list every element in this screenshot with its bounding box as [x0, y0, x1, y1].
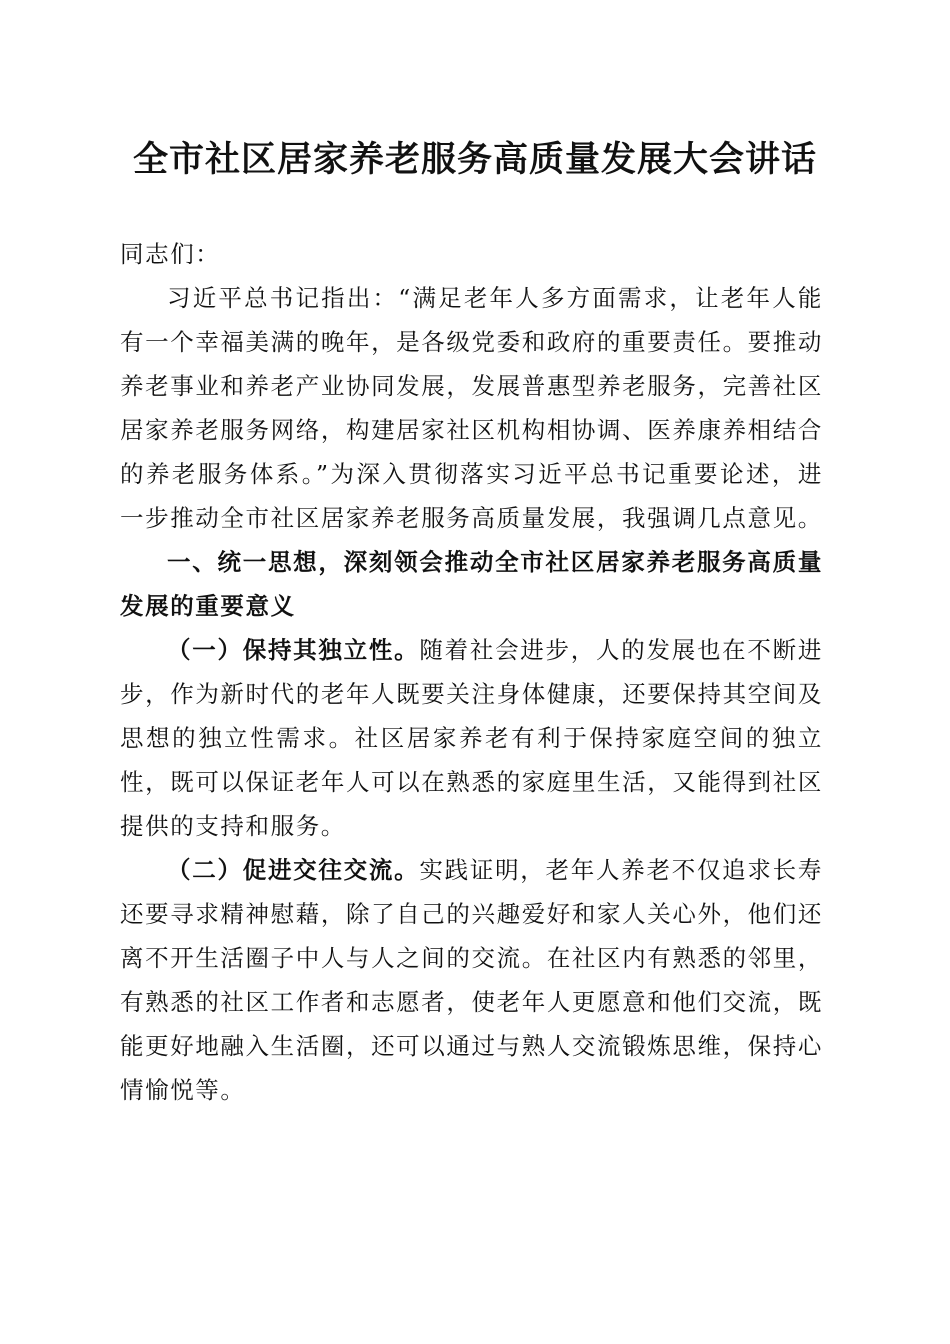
- point-1-paragraph: [120, 628, 823, 848]
- section-1-heading: 一、统一思想，深刻领会推动全市社区居家养老服务高质量发展的重要意义: [120, 548, 823, 620]
- point-2-heading: （二）促进交往交流。: [167, 856, 420, 884]
- salutation: 同志们：: [120, 240, 221, 268]
- document-title: 全市社区居家养老服务高质量发展大会讲话: [132, 139, 817, 180]
- document-body: [120, 232, 823, 1112]
- point-2-text: 实践证明，老年人养老不仅追求长寿还要寻求精神慰藉，除了自己的兴趣爱好和家人关心外，他们还离不开生活圈子中人与人之间的交流。在社区内有熟悉的邻里，有熟悉的社区工作者和志愿者，使老年人更愿意和他们交流，既能更好地融入生活圈，还可以通过与熟人交流锻炼思维，保持心情愉悦等。: [120, 856, 823, 1104]
- point-1-heading: （一）保持其独立性。: [167, 636, 420, 664]
- point-2-paragraph: [120, 848, 823, 1112]
- intro-paragraph: 习近平总书记指出：“满足老年人多方面需求，让老年人能有一个幸福美满的晚年，是各级党委和政府的重要责任。要推动养老事业和养老产业协同发展，发展普惠型养老服务，完善社区居家养老服务网络，构建居家社区机构相协调、医养康养相结合的养老服务体系。”为深入贯彻落实习近平总书记重要论述，进一步推动全市社区居家养老服务高质量发展，我强调几点意见。: [120, 284, 823, 532]
- point-1-text: 随着社会进步，人的发展也在不断进步，作为新时代的老年人既要关注身体健康，还要保持其空间及思想的独立性需求。社区居家养老有利于保持家庭空间的独立性，既可以保证老年人可以在熟悉的家庭里生活，又能得到社区提供的支持和服务。: [120, 636, 823, 840]
